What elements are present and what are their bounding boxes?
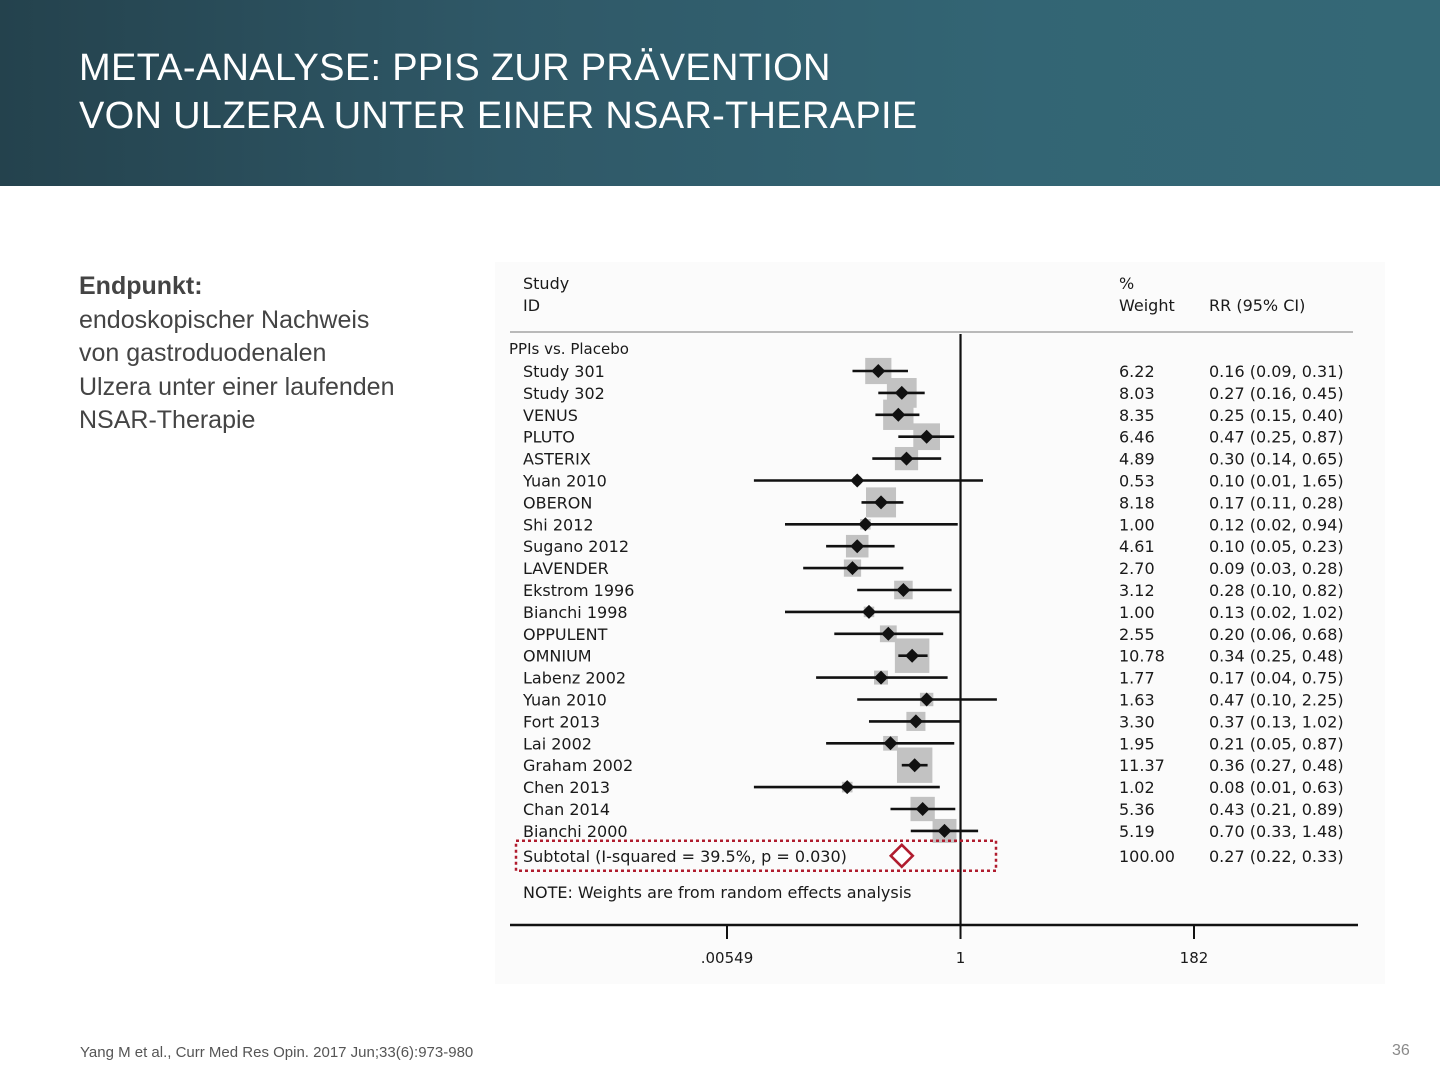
study-weight: 11.37 xyxy=(1119,756,1165,776)
study-name: OMNIUM xyxy=(523,646,592,666)
study-rr-ci: 0.43 (0.21, 0.89) xyxy=(1209,800,1344,819)
study-weight: 8.35 xyxy=(1119,405,1155,425)
study-name: OBERON xyxy=(523,493,593,513)
endpoint-label: Endpunkt: xyxy=(79,272,203,300)
study-rr-ci: 0.47 (0.25, 0.87) xyxy=(1209,427,1344,447)
study-weight: 6.46 xyxy=(1119,427,1155,447)
study-weight: 8.03 xyxy=(1119,383,1155,403)
study-name: Study 302 xyxy=(523,383,605,403)
page-number: 36 xyxy=(1392,1042,1410,1059)
study-rr-ci: 0.70 (0.33, 1.48) xyxy=(1209,821,1344,841)
study-weight: 8.18 xyxy=(1119,493,1155,513)
study-name: Ekstrom 1996 xyxy=(523,581,635,600)
study-rr-ci: 0.10 (0.01, 1.65) xyxy=(1209,471,1344,491)
study-weight: 1.77 xyxy=(1119,668,1155,688)
title-line-2: VON ULZERA UNTER EINER NSAR-THERAPIE xyxy=(79,95,918,137)
endpoint-line: Ulzera unter einer laufenden xyxy=(79,372,395,401)
study-name: Labenz 2002 xyxy=(523,668,627,688)
header-rr: RR (95% CI) xyxy=(1209,296,1306,315)
study-weight: 3.30 xyxy=(1119,712,1155,732)
study-weight: 1.95 xyxy=(1119,734,1155,754)
study-rr-ci: 0.20 (0.06, 0.68) xyxy=(1209,624,1344,644)
study-name: Chan 2014 xyxy=(523,800,611,819)
study-weight: 4.89 xyxy=(1119,449,1155,469)
title-line-1: META-ANALYSE: PPIS ZUR PRÄVENTION xyxy=(79,47,831,89)
study-name: Shi 2012 xyxy=(523,515,594,535)
study-name: Yuan 2010 xyxy=(523,471,607,491)
study-rr-ci: 0.21 (0.05, 0.87) xyxy=(1209,734,1344,754)
forest-plot-figure xyxy=(495,262,1385,984)
study-name: VENUS xyxy=(523,405,578,425)
forest-plot xyxy=(495,262,1385,984)
subtotal-weight: 100.00 xyxy=(1119,846,1175,866)
x-tick-label: 1 xyxy=(955,949,966,967)
study-name: OPPULENT xyxy=(523,624,608,644)
study-rr-ci: 0.30 (0.14, 0.65) xyxy=(1209,449,1344,469)
study-weight: 10.78 xyxy=(1119,646,1165,666)
study-weight: 0.53 xyxy=(1119,471,1155,491)
study-rr-ci: 0.36 (0.27, 0.48) xyxy=(1209,756,1344,776)
header-study: Study xyxy=(523,274,570,293)
study-rr-ci: 0.25 (0.15, 0.40) xyxy=(1209,405,1344,425)
x-tick-label: .00549 xyxy=(700,949,754,967)
study-name: LAVENDER xyxy=(523,559,609,579)
study-name: Graham 2002 xyxy=(523,756,634,776)
study-name: Study 301 xyxy=(523,362,605,381)
study-rr-ci: 0.17 (0.04, 0.75) xyxy=(1209,668,1344,688)
study-rr-ci: 0.09 (0.03, 0.28) xyxy=(1209,559,1344,579)
header-percent: % xyxy=(1119,274,1135,293)
study-rr-ci: 0.08 (0.01, 0.63) xyxy=(1209,778,1344,798)
study-weight: 1.00 xyxy=(1119,515,1155,535)
study-name: Fort 2013 xyxy=(523,712,601,732)
study-name: Chen 2013 xyxy=(523,778,611,798)
header-id: ID xyxy=(523,296,541,315)
study-weight: 1.63 xyxy=(1119,690,1155,710)
study-name: Bianchi 2000 xyxy=(523,821,628,841)
endpoint-line: von gastroduodenalen xyxy=(79,339,327,367)
study-rr-ci: 0.17 (0.11, 0.28) xyxy=(1209,493,1344,513)
study-name: ASTERIX xyxy=(523,449,591,469)
subtotal-label: Subtotal (I-squared = 39.5%, p = 0.030) xyxy=(523,846,847,866)
study-weight: 5.19 xyxy=(1119,821,1155,841)
group-label: PPIs vs. Placebo xyxy=(509,340,629,358)
study-weight: 5.36 xyxy=(1119,800,1155,819)
study-rr-ci: 0.37 (0.13, 1.02) xyxy=(1209,712,1344,732)
subtotal-diamond xyxy=(891,845,913,867)
study-rr-ci: 0.10 (0.05, 0.23) xyxy=(1209,537,1344,557)
study-weight: 1.02 xyxy=(1119,778,1155,798)
slide-header xyxy=(0,0,1440,186)
study-rr-ci: 0.27 (0.16, 0.45) xyxy=(1209,383,1344,403)
study-name: PLUTO xyxy=(523,427,575,447)
slide-title xyxy=(79,44,918,140)
study-weight: 2.70 xyxy=(1119,559,1155,579)
study-name: Yuan 2010 xyxy=(523,690,607,710)
endpoint-line: endoskopischer Nachweis xyxy=(79,305,370,334)
study-rr-ci: 0.34 (0.25, 0.48) xyxy=(1209,646,1344,666)
study-name: Lai 2002 xyxy=(523,734,592,754)
study-rr-ci: 0.47 (0.10, 2.25) xyxy=(1209,690,1344,710)
study-weight: 4.61 xyxy=(1119,537,1155,557)
study-rr-ci: 0.12 (0.02, 0.94) xyxy=(1209,515,1344,535)
study-rr-ci: 0.16 (0.09, 0.31) xyxy=(1209,362,1344,381)
study-name: Bianchi 1998 xyxy=(523,602,628,622)
header-weight: Weight xyxy=(1119,296,1175,315)
endpoint-text xyxy=(79,270,479,438)
study-name: Sugano 2012 xyxy=(523,537,629,557)
citation-footnote: Yang M et al., Curr Med Res Opin. 2017 Jun;33(6):973-980 xyxy=(80,1044,474,1061)
study-weight: 6.22 xyxy=(1119,362,1155,381)
subtotal-rr-ci: 0.27 (0.22, 0.33) xyxy=(1209,846,1344,866)
study-weight: 2.55 xyxy=(1119,624,1155,644)
study-weight: 3.12 xyxy=(1119,581,1155,600)
endpoint-line: NSAR-Therapie xyxy=(79,406,256,434)
study-weight: 1.00 xyxy=(1119,602,1155,622)
study-rr-ci: 0.28 (0.10, 0.82) xyxy=(1209,581,1344,600)
study-rr-ci: 0.13 (0.02, 1.02) xyxy=(1209,602,1344,622)
weights-note: NOTE: Weights are from random effects analysis xyxy=(523,883,912,902)
study-point-estimate xyxy=(850,474,864,488)
x-tick-label: 182 xyxy=(1179,949,1209,967)
